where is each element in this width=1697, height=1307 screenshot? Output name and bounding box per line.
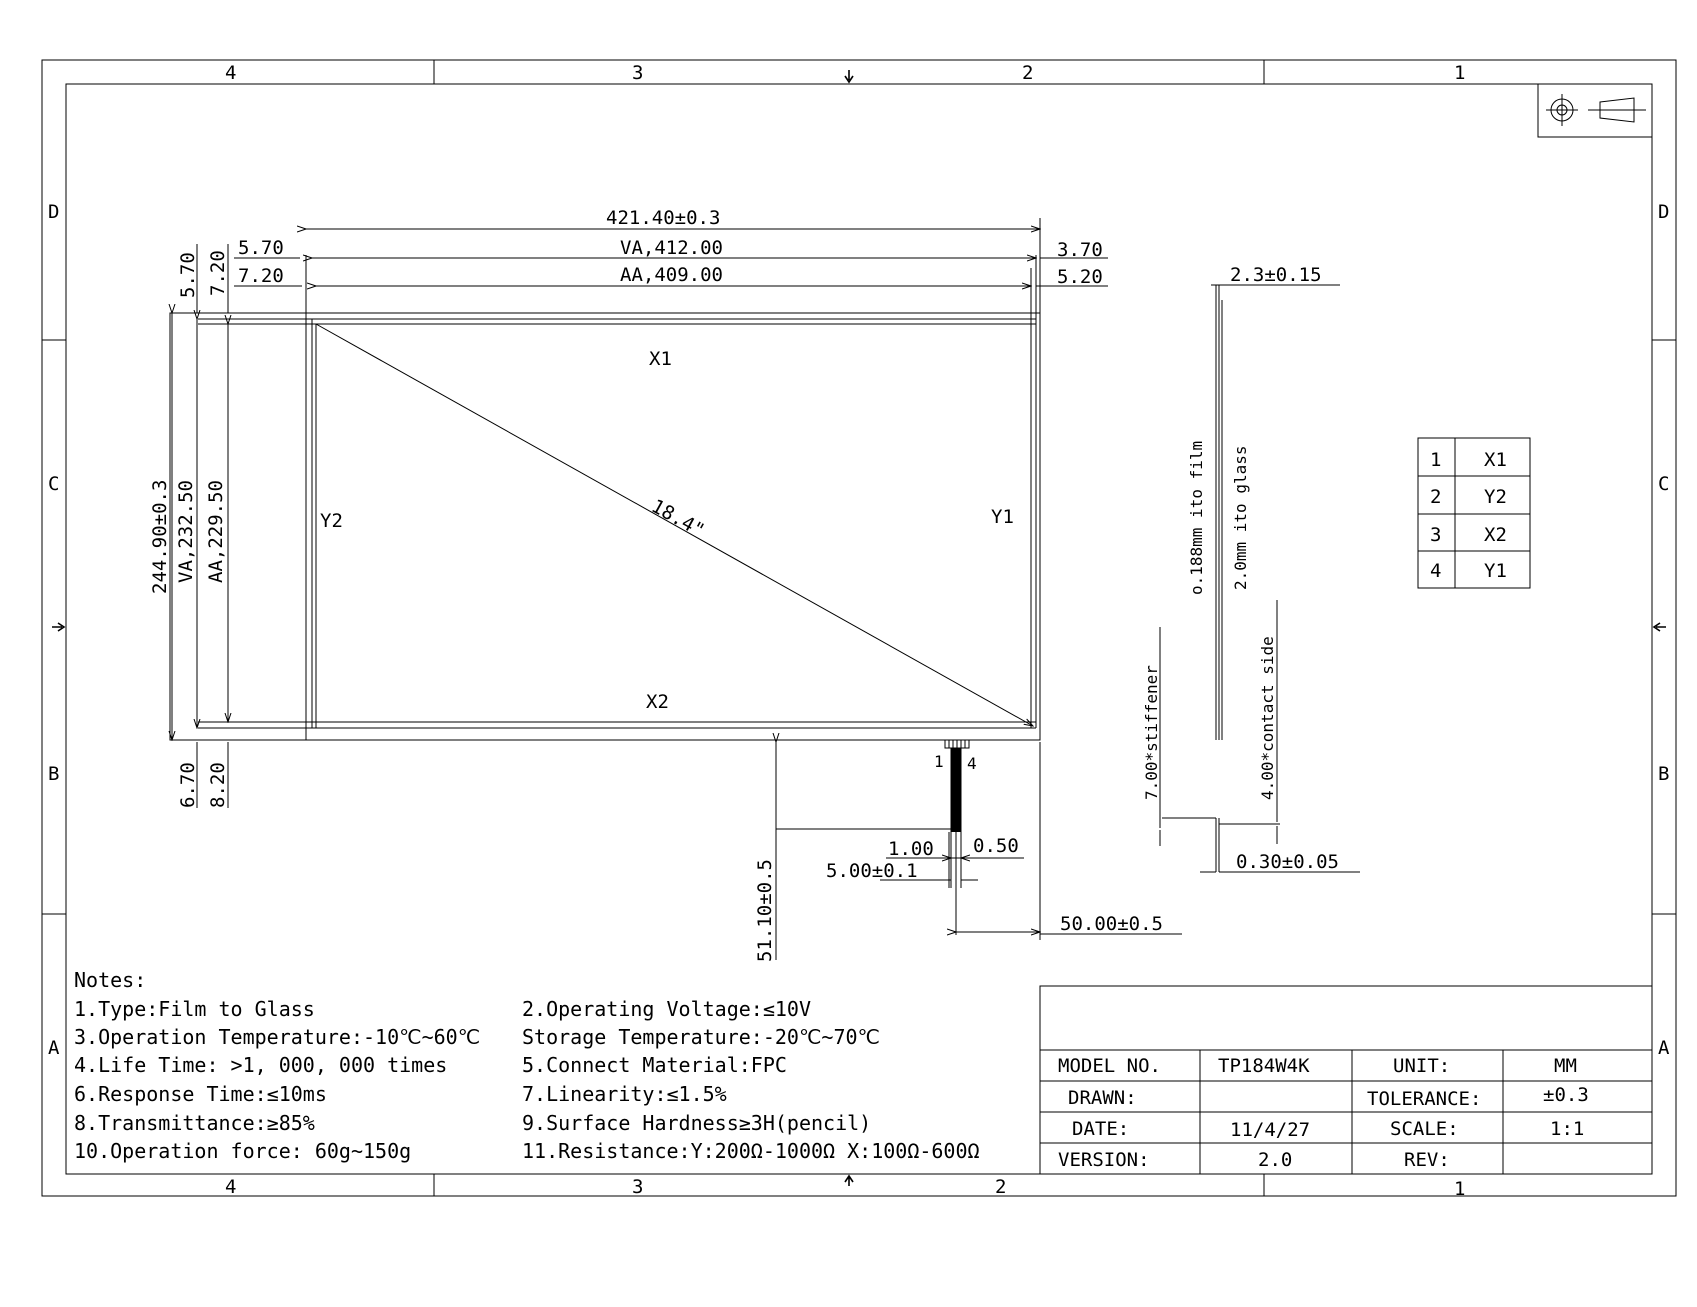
right-va-offset-dim: 3.70 [1057,239,1103,261]
third-angle-projection-icon [1538,84,1652,137]
note-2: 2.Operating Voltage:≤10V [522,997,811,1021]
model-no-label: MODEL NO. [1058,1055,1161,1077]
top-va-offset-dim: 5.70 [177,252,199,298]
zone-row-a-right: A [1658,1037,1670,1059]
bottom-aa-offset-dim: 8.20 [207,762,229,808]
pin-table-row-4-signal: Y1 [1484,560,1507,582]
zone-row-c-right: C [1658,473,1670,495]
note-11: 11.Resistance:Y:200Ω-1000Ω X:100Ω-600Ω [522,1139,980,1163]
electrode-y1-label: Y1 [991,506,1014,528]
zone-row-b-left: B [48,763,60,785]
model-no-value: TP184W4K [1218,1055,1310,1077]
center-mark-bottom [845,1176,853,1186]
zone-col-1-top: 1 [1454,62,1466,84]
note-7: 7.Linearity:≤1.5% [522,1082,727,1106]
note-1: 1.Type:Film to Glass [74,997,315,1021]
overall-width-dim: 421.40±0.3 [606,207,721,229]
pin-table-row-2-pin: 2 [1430,486,1442,508]
left-aa-offset-dim: 7.20 [238,265,284,287]
note-9: 9.Surface Hardness≥3H(pencil) [522,1111,872,1135]
note-3b: Storage Temperature:-20℃~70℃ [522,1025,880,1049]
left-va-offset-dim: 5.70 [238,237,284,259]
notes-heading: Notes: [74,968,147,992]
center-mark-left [52,623,64,631]
pin-table-row-1-pin: 1 [1430,449,1442,471]
zone-row-c-left: C [48,473,60,495]
center-mark-right [1654,623,1666,631]
pin-1-label: 1 [934,752,944,771]
note-10: 10.Operation force: 60g~150g [74,1139,412,1163]
tail-position-dim: 50.00±0.5 [1060,913,1163,935]
zone-row-d-left: D [48,201,60,223]
tail-pitch-dim: 1.00 [888,838,934,860]
zone-col-3-top: 3 [632,62,644,84]
tail-thickness-dim: 0.30±0.05 [1236,851,1339,873]
rev-label: REV: [1404,1149,1450,1171]
zone-row-d-right: D [1658,201,1670,223]
right-aa-offset-dim: 5.20 [1057,266,1103,288]
unit-label: UNIT: [1393,1055,1451,1077]
tolerance-value: ±0.3 [1543,1084,1589,1106]
contact-side-label: 4.00*contact side [1258,636,1277,800]
va-height-dim: VA,232.50 [175,480,197,583]
scale-value: 1:1 [1550,1118,1585,1140]
electrode-y2-label: Y2 [320,510,343,532]
zone-row-b-right: B [1658,763,1670,785]
note-8: 8.Transmittance:≥85% [74,1111,315,1135]
electrode-x1-label: X1 [649,348,672,370]
zone-col-2-top: 2 [1022,62,1034,84]
zone-col-1-bottom: 1 [1454,1178,1466,1200]
top-aa-offset-dim: 7.20 [207,250,229,296]
note-6: 6.Response Time:≤10ms [74,1082,327,1106]
date-value: 11/4/27 [1230,1119,1311,1141]
drawn-label: DRAWN: [1068,1087,1137,1109]
side-film-label: o.188mm ito film [1187,440,1206,595]
aa-width-dim: AA,409.00 [620,264,723,286]
va-width-dim: VA,412.00 [620,237,723,259]
pin-table-row-3-signal: X2 [1484,524,1507,546]
side-thickness-dim: 2.3±0.15 [1230,264,1322,286]
aa-height-dim: AA,229.50 [205,480,227,583]
pin-table-row-2-signal: Y2 [1484,486,1507,508]
fpc-tail [945,740,969,935]
tail-trace-dim: 0.50 [973,835,1019,857]
note-4: 4.Life Time: >1, 000, 000 times [74,1053,448,1077]
pin-table-row-1-signal: X1 [1484,449,1507,471]
pin-table-row-3-pin: 3 [1430,524,1442,546]
zone-col-4-bottom: 4 [225,1176,237,1198]
unit-value: MM [1554,1055,1577,1077]
note-5: 5.Connect Material:FPC [522,1053,787,1077]
note-3: 3.Operation Temperature:-10℃~60℃ [74,1025,481,1049]
zone-col-3-bottom: 3 [632,1176,644,1198]
tolerance-label: TOLERANCE: [1367,1088,1482,1110]
zone-col-4-top: 4 [225,62,237,84]
title-block [1040,986,1652,1174]
tail-length-dim: 51.10±0.5 [754,859,776,962]
side-glass-label: 2.0mm ito glass [1231,445,1250,590]
stiffener-label: 7.00*stiffener [1142,665,1161,800]
pin-4-label: 4 [967,754,977,773]
center-mark-top [845,70,853,82]
tail-width-dim: 5.00±0.1 [826,860,918,882]
overall-height-dim: 244.90±0.3 [149,479,171,594]
pin-table-row-4-pin: 4 [1430,560,1442,582]
zone-row-a-left: A [48,1037,60,1059]
zone-col-2-bottom: 2 [995,1176,1007,1198]
version-label: VERSION: [1058,1149,1150,1171]
scale-label: SCALE: [1390,1118,1459,1140]
electrode-x2-label: X2 [646,691,669,713]
touch-panel-outline [170,255,1040,740]
version-value: 2.0 [1258,1149,1293,1171]
bottom-va-offset-dim: 6.70 [177,762,199,808]
diagonal-size-label: 18.4" [647,495,709,543]
date-label: DATE: [1072,1118,1130,1140]
